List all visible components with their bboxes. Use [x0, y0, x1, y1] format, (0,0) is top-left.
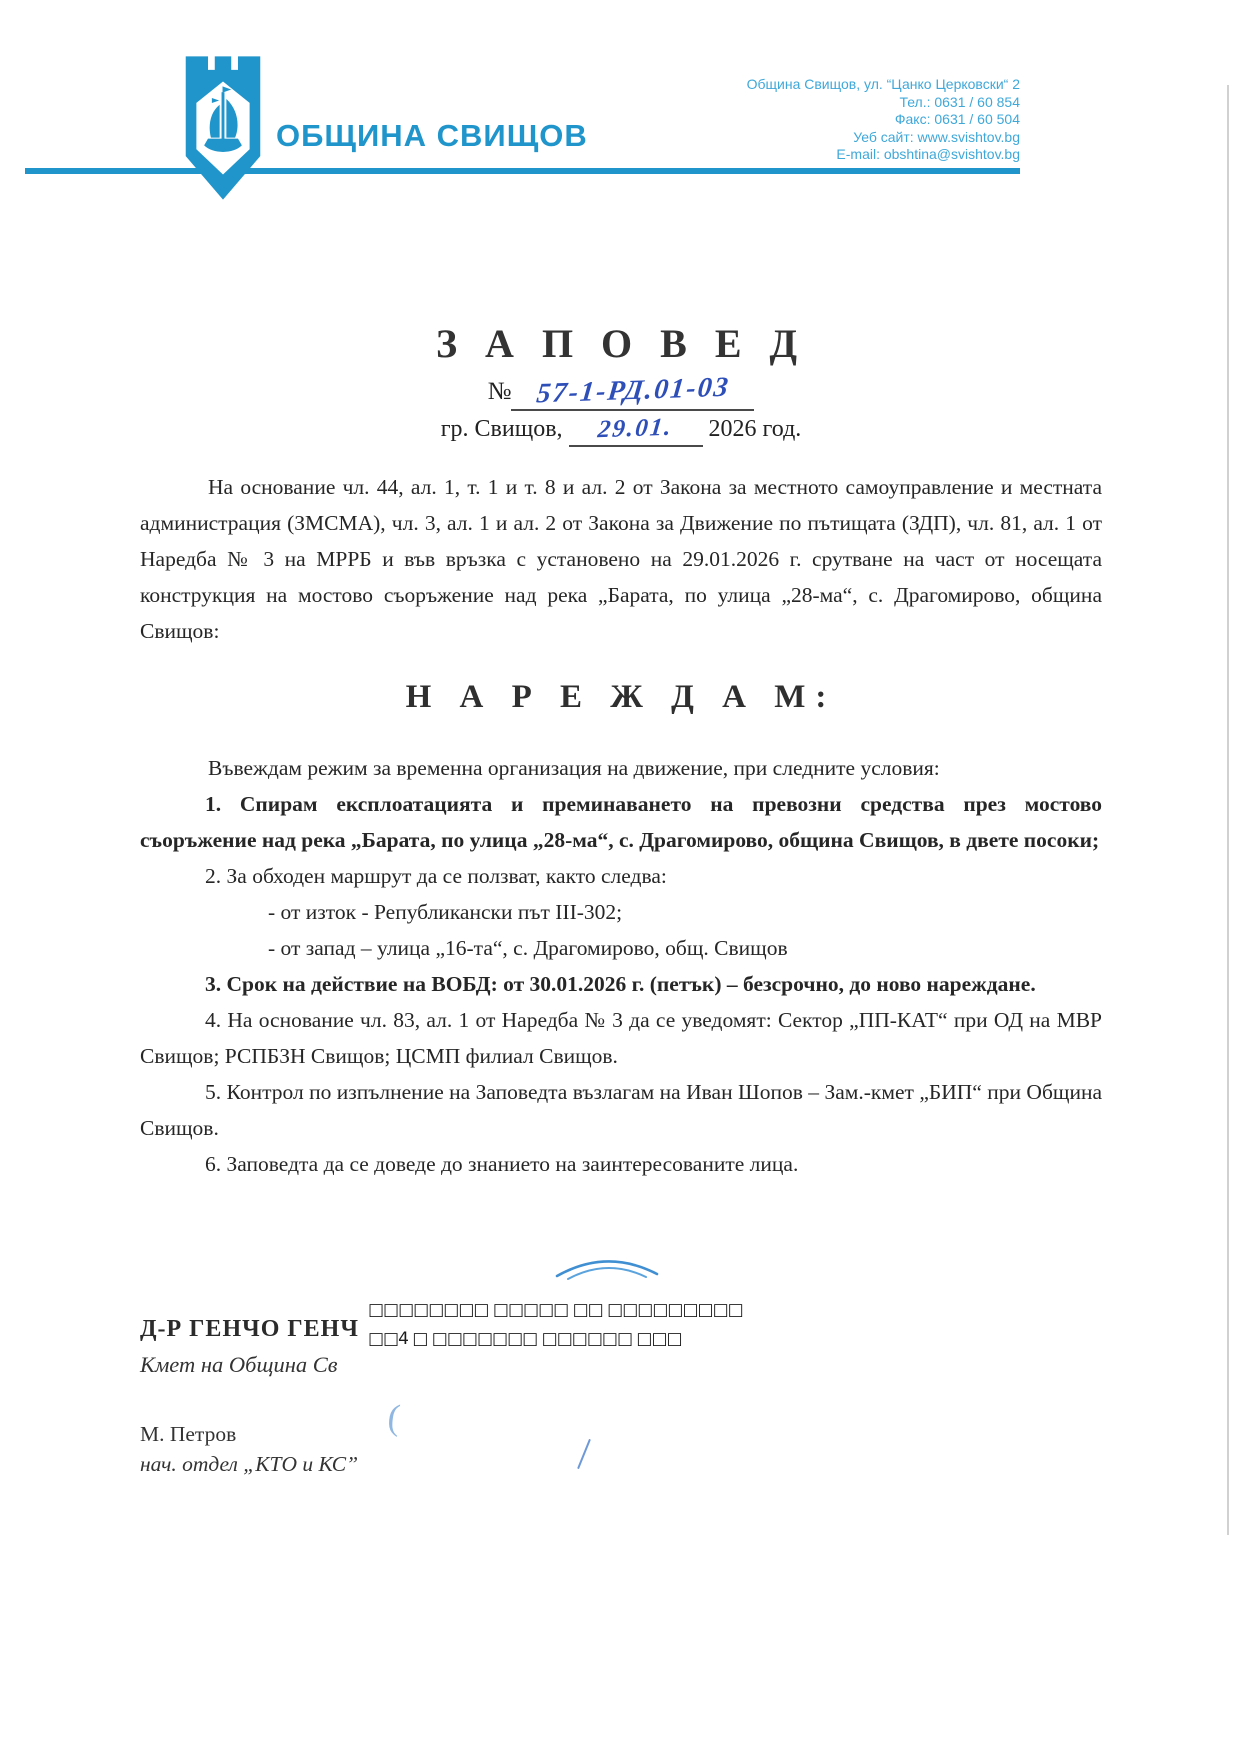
- contact-phone: Тел.: 0631 / 60 854: [899, 93, 1020, 110]
- document-title: З А П О В Е Д: [435, 321, 807, 366]
- preamble-paragraph: На основание чл. 44, ал. 1, т. 1 и т. 8 и ал. 2 от Закона за местното самоуправление и местната администрация (ЗМСМА), чл. 3, ал. 1 и ал. 2 от Закона за Движение по пътищата (ЗДП), чл. 81, ал. 1 от Наредба № 3 на МРРБ и във връзка с установено на 29.01.2026 г. срутване на част от носещата конструкция на мостово съоръжение над река „Барата, по улица „28-ма“, с. Драгомирово, община Свищов:: [140, 475, 1102, 643]
- contact-fax: Факс: 0631 / 60 504: [894, 111, 1020, 127]
- contact-address: Община Свищов, ул. “Цанко Церковски“ 2: [746, 76, 1020, 92]
- pen-mark-icon: (: [385, 1396, 403, 1438]
- contact-website: Уеб сайт: www.svishtov.bg: [853, 128, 1020, 145]
- redaction-line-2: □□4 □ □□□□□□□ □□□□□□ □□□: [368, 1329, 682, 1349]
- header-divider: [25, 168, 1020, 174]
- header-contact-block: [747, 76, 1020, 164]
- place-date-line: [140, 415, 1102, 447]
- contact-email: E-mail: obshtina@svishtov.bg: [836, 146, 1020, 162]
- date-underline: [569, 415, 703, 447]
- order-item-2: 2. За обходен маршрут да се ползват, както следва:: [205, 864, 667, 888]
- order-item-4: 4. На основание чл. 83, ал. 1 от Наредба № 3 да се уведомят: Сектор „ПП-КАТ“ при ОД на МВР Свищов; РСПБЗН Свищов; ЦСМП филиал Свищов.: [140, 1008, 1102, 1068]
- pen-stroke-icon: [577, 1439, 591, 1469]
- prepared-by-name: М. Петров: [140, 1422, 237, 1446]
- order-item-3: 3. Срок на действие на ВОБД: от 30.01.2026 г. (петък) – безсрочно, до ново нареждане.: [205, 972, 1036, 996]
- org-name: ОБЩИНА СВИЩОВ: [276, 118, 588, 153]
- order-item-6: 6. Заповедта да се доведе до знанието на заинтересованите лица.: [205, 1152, 799, 1176]
- place-prefix: гр. Свищов,: [440, 416, 563, 442]
- prepared-by-title: нач. отдел „КТО и КС”: [140, 1452, 359, 1476]
- signer-name: Д-Р ГЕНЧО ГЕНЧ: [140, 1316, 359, 1342]
- municipality-emblem-icon: [178, 54, 268, 202]
- order-item-1: 1. Спирам експлоатацията и преминаването на превозни средства през мостово съоръжение над река „Барата, по улица „28-ма“, с. Драгомирово, община Свищов, в двете посоки;: [140, 792, 1102, 852]
- number-underline: [511, 371, 754, 411]
- scan-artifact-line: [1227, 85, 1229, 1535]
- order-item-2-sub-west: - от запад – улица „16-та“, с. Драгомирово, общ. Свищов: [268, 936, 788, 960]
- command-heading: Н А Р Е Ж Д А М:: [405, 679, 837, 715]
- signer-title: Кмет на Община Св: [140, 1352, 338, 1377]
- document-body: [140, 320, 1102, 1182]
- number-sign: №: [487, 378, 512, 405]
- order-item-2-sub-east: - от изток - Републикански път III-302;: [268, 900, 623, 924]
- date-handwritten: 29.01.: [596, 413, 675, 444]
- redacted-text-block: [368, 1296, 743, 1354]
- redaction-line-1: □□□□□□□□ □□□□□ □□ □□□□□□□□□: [368, 1300, 743, 1320]
- intro-paragraph: Въвеждам режим за временна организация на движение, при следните условия:: [208, 756, 940, 780]
- stamp-arc-icon: [552, 1252, 662, 1282]
- order-number-line: [140, 371, 1102, 411]
- order-item-5: 5. Контрол по изпълнение на Заповедта възлагам на Иван Шопов – Зам.-кмет „БИП“ при Община Свищов.: [140, 1080, 1102, 1140]
- order-number-handwritten: 57-1-РД.01-03: [534, 371, 732, 410]
- year-suffix: 2026 год.: [708, 416, 802, 442]
